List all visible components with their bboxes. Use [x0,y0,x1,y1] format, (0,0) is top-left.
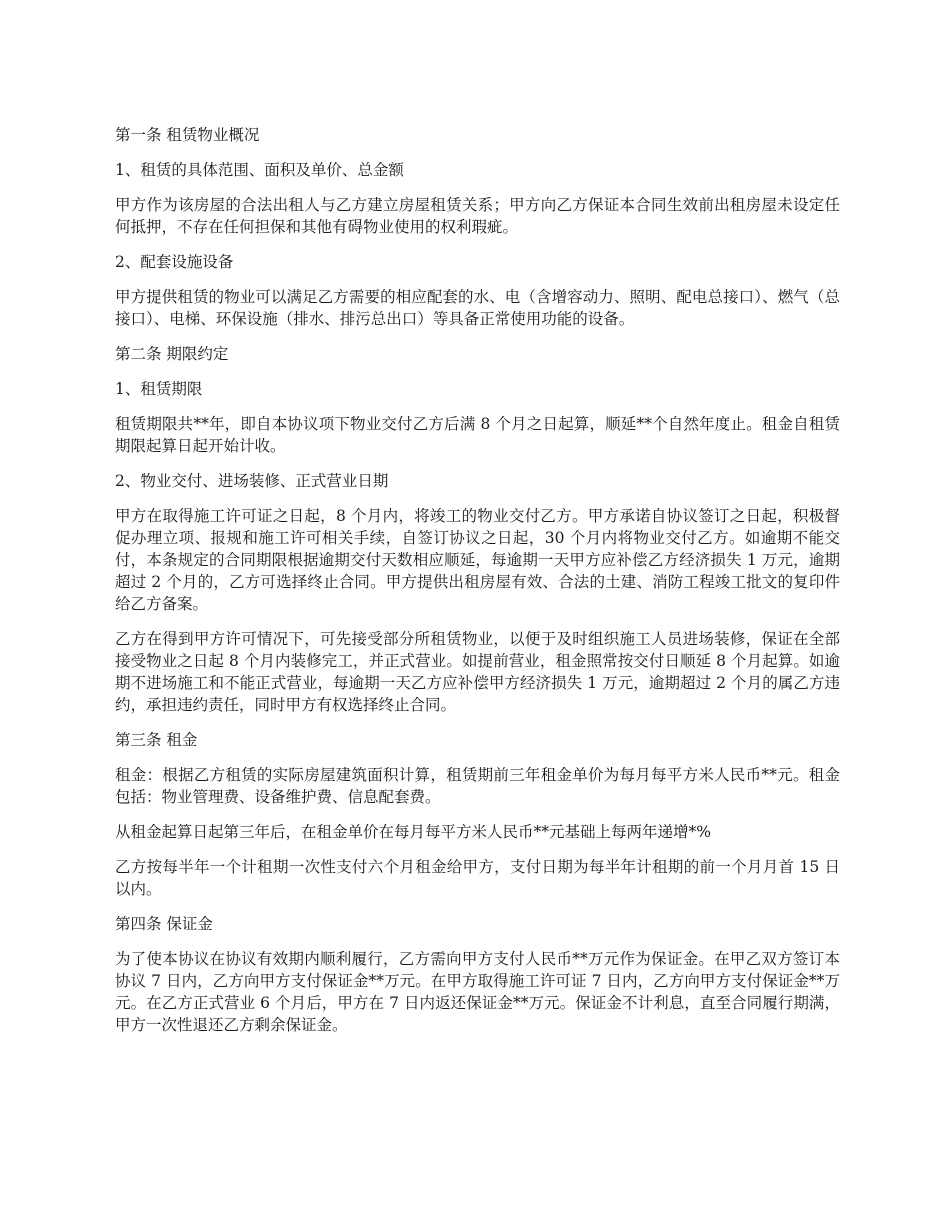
section-1-1-heading: 1、租赁的具体范围、面积及单价、总金额 [115,161,404,179]
document-page [115,124,840,1049]
paragraph: 甲方作为该房屋的合法出租人与乙方建立房屋租赁关系；甲方向乙方保证本合同生效前出租房屋未设定任何抵押，不存在任何担保和其他有碍物业使用的权利瑕疵。 [115,196,840,236]
paragraph: 乙方按每半年一个计租期一次性支付六个月租金给甲方，支付日期为每半年计租期的前一个月月首 15 日以内。 [115,858,840,898]
paragraph: 租金：根据乙方租赁的实际房屋建筑面积计算，租赁期前三年租金单价为每月每平方米人民币**元。租金包括：物业管理费、设备维护费、信息配套费。 [115,766,840,806]
paragraph: 为了使本协议在协议有效期内顺利履行，乙方需向甲方支付人民币**万元作为保证金。在甲乙双方签订本协议 7 日内，乙方向甲方支付保证金**万元。在甲方取得施工许可证 7 日内，乙方向甲方支付保证金**万元。在乙方正式营业 6 个月后，甲方在 7 日内返还保证金**万元。保证金不计利息，直至合同履行期满，甲方一次性退还乙方剩余保证金。 [115,950,840,1034]
paragraph: 甲方提供租赁的物业可以满足乙方需要的相应配套的水、电（含增容动力、照明、配电总接口）、燃气（总接口）、电梯、环保设施（排水、排污总出口）等具备正常使用功能的设备。 [115,288,840,328]
paragraph: 乙方在得到甲方许可情况下，可先接受部分所租赁物业，以便于及时组织施工人员进场装修，保证在全部接受物业之日起 8 个月内装修完工，并正式营业。如提前营业，租金照常按交付日顺延 8 个月起算。如逾期不进场施工和不能正式营业，每逾期一天乙方应补偿甲方经济损失 1 万元，逾期超过 2 个月的属乙方违约，承担违约责任，同时甲方有权选择终止合同。 [115,630,840,714]
section-2-1-heading: 1、租赁期限 [115,380,203,398]
article-4-heading: 第四条 保证金 [115,915,213,933]
paragraph: 甲方在取得施工许可证之日起，8 个月内，将竣工的物业交付乙方。甲方承诺自协议签订之日起，积极督促办理立项、报规和施工许可相关手续，自签订协议之日起，30 个月内将物业交付乙方。如逾期不能交付，本条规定的合同期限根据逾期交付天数相应顺延，每逾期一天甲方应补偿乙方经济损失 1 万元，逾期超过 2 个月的，乙方可选择终止合同。甲方提供出租房屋有效、合法的土建、消防工程竣工批文的复印件给乙方备案。 [115,507,840,613]
paragraph: 租赁期限共**年，即自本协议项下物业交付乙方后满 8 个月之日起算，顺延**个自然年度止。租金自租赁期限起算日起开始计收。 [115,415,840,455]
article-2-heading: 第二条 期限约定 [115,345,229,363]
section-1-2-heading: 2、配套设施设备 [115,253,234,271]
paragraph: 从租金起算日起第三年后，在租金单价在每月每平方米人民币**元基础上每两年递增*% [115,823,711,841]
article-1-heading: 第一条 租赁物业概况 [115,126,260,144]
article-3-heading: 第三条 租金 [115,731,198,749]
section-2-2-heading: 2、物业交付、进场装修、正式营业日期 [115,472,389,490]
